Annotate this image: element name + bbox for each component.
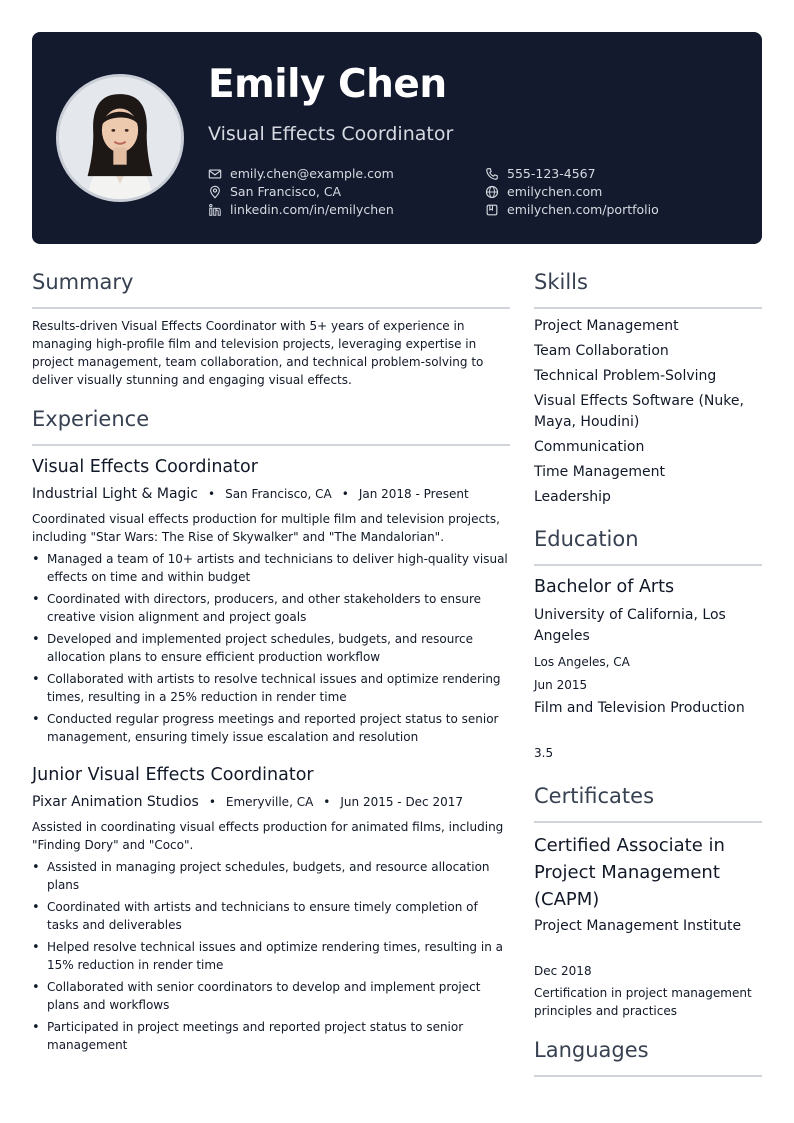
- linkedin-icon: [208, 203, 222, 217]
- contact-linkedin[interactable]: [208, 202, 394, 217]
- profile-photo: [59, 77, 181, 199]
- experience-divider: [32, 444, 510, 446]
- certificate-date: Dec 2018: [534, 964, 592, 978]
- list-item: • Collaborated with artists to resolve technical issues and optimize rendering times, resulting in a 25% reduction in render time: [32, 670, 510, 706]
- job-2-bullets: [32, 858, 510, 1058]
- contact-website[interactable]: [485, 184, 602, 199]
- skill-item: Project Management: [534, 318, 679, 334]
- education-location: Los Angeles, CA: [534, 655, 630, 669]
- job-title-headline: Visual Effects Coordinator: [208, 123, 454, 145]
- education-divider: [534, 564, 762, 566]
- location-text: San Francisco, CA: [230, 184, 342, 199]
- education-degree: Bachelor of Arts: [534, 577, 675, 597]
- languages-divider: [534, 1075, 762, 1077]
- education-heading: Education: [534, 527, 639, 551]
- portfolio-icon: [485, 203, 499, 217]
- summary-heading: Summary: [32, 270, 134, 294]
- separator-dot: •: [208, 795, 216, 809]
- list-item: • Collaborated with senior coordinators to develop and implement project plans and workflows: [32, 978, 510, 1014]
- job-2-dates: Jun 2015 - Dec 2017: [340, 795, 464, 809]
- linkedin-text: linkedin.com/in/emilychen: [230, 202, 394, 217]
- experience-heading: Experience: [32, 407, 150, 431]
- skills-list: [534, 316, 762, 512]
- list-item: • Coordinated with artists and technicians to ensure timely completion of tasks and deliverables: [32, 898, 510, 934]
- job-1-bullets: [32, 550, 510, 750]
- job-1-dates: Jan 2018 - Present: [358, 487, 469, 501]
- separator-dot: •: [323, 795, 331, 809]
- map-pin-icon: [208, 185, 222, 199]
- certificates-heading: Certificates: [534, 784, 655, 808]
- certificate-name: Certified Associate in Project Management (CAPM): [534, 835, 725, 910]
- contact-phone[interactable]: [485, 166, 596, 181]
- job-1-company: Industrial Light & Magic: [32, 486, 198, 502]
- contact-portfolio[interactable]: [485, 202, 659, 217]
- separator-dot: •: [341, 487, 349, 501]
- website-text: emilychen.com: [507, 184, 603, 199]
- phone-icon: [485, 167, 499, 181]
- languages-heading: Languages: [534, 1038, 649, 1062]
- certificate-issuer: Project Management Institute: [534, 918, 742, 934]
- resume-header: [32, 32, 762, 244]
- list-item: • Assisted in managing project schedules, budgets, and resource allocation plans: [32, 858, 510, 894]
- education-gpa: 3.5: [534, 746, 554, 760]
- skill-item: Visual Effects Software (Nuke, Maya, Houdini): [534, 393, 744, 430]
- skills-heading: Skills: [534, 270, 588, 294]
- job-2-meta: [32, 794, 463, 810]
- education-field: Film and Television Production: [534, 700, 745, 716]
- full-name: Emily Chen: [208, 62, 447, 107]
- list-item: • Developed and implemented project schedules, budgets, and resource allocation plans to ensure efficient production workflow: [32, 630, 510, 666]
- separator-dot: •: [208, 487, 216, 501]
- list-item: • Coordinated with directors, producers, and other stakeholders to ensure creative vision alignment and project goals: [32, 590, 510, 626]
- avatar: [56, 74, 184, 202]
- certificates-divider: [534, 821, 762, 823]
- skill-item: Technical Problem-Solving: [534, 368, 717, 384]
- list-item: • Participated in project meetings and reported project status to senior management: [32, 1018, 510, 1054]
- job-1-title: Visual Effects Coordinator: [32, 457, 258, 477]
- phone-text: 555-123-4567: [507, 166, 596, 181]
- mail-icon: [208, 167, 222, 181]
- skills-divider: [534, 307, 762, 309]
- list-item: • Helped resolve technical issues and optimize rendering times, resulting in a 15% reduction in render time: [32, 938, 510, 974]
- job-1-meta: [32, 486, 469, 502]
- job-2-company: Pixar Animation Studios: [32, 794, 199, 810]
- education-school: University of California, Los Angeles: [534, 607, 726, 644]
- job-2-location: Emeryville, CA: [225, 795, 314, 809]
- summary-divider: [32, 307, 510, 309]
- contact-location: [208, 184, 341, 199]
- skill-item: Leadership: [534, 489, 611, 505]
- education-date: Jun 2015: [534, 678, 588, 692]
- certificate-description: Certification in project management principles and practices: [534, 986, 752, 1018]
- skill-item: Communication: [534, 439, 645, 455]
- skill-item: Time Management: [534, 464, 665, 480]
- email-text: emily.chen@example.com: [230, 166, 394, 181]
- job-2-description: Assisted in coordinating visual effects production for animated films, including "Finding Dory" and "Coco".: [32, 820, 504, 852]
- list-item: • Managed a team of 10+ artists and technicians to deliver high-quality visual effects on time and within budget: [32, 550, 510, 586]
- contact-email[interactable]: [208, 166, 394, 181]
- summary-text: Results-driven Visual Effects Coordinator with 5+ years of experience in managing high-profile film and television projects, leveraging expertise in project management, team collaboration, and technical problem-solving to deliver visually stunning and engaging visual effects.: [32, 319, 484, 387]
- skill-item: Team Collaboration: [534, 343, 669, 359]
- job-2-title: Junior Visual Effects Coordinator: [32, 765, 314, 785]
- portfolio-text: emilychen.com/portfolio: [507, 202, 659, 217]
- job-1-location: San Francisco, CA: [225, 487, 332, 501]
- list-item: • Conducted regular progress meetings and reported project status to senior management, ensuring timely issue escalation and resolution: [32, 710, 510, 746]
- globe-icon: [485, 185, 499, 199]
- job-1-description: Coordinated visual effects production for multiple film and television projects, including "Star Wars: The Rise of Skywalker" and "The Mandalorian".: [32, 512, 500, 544]
